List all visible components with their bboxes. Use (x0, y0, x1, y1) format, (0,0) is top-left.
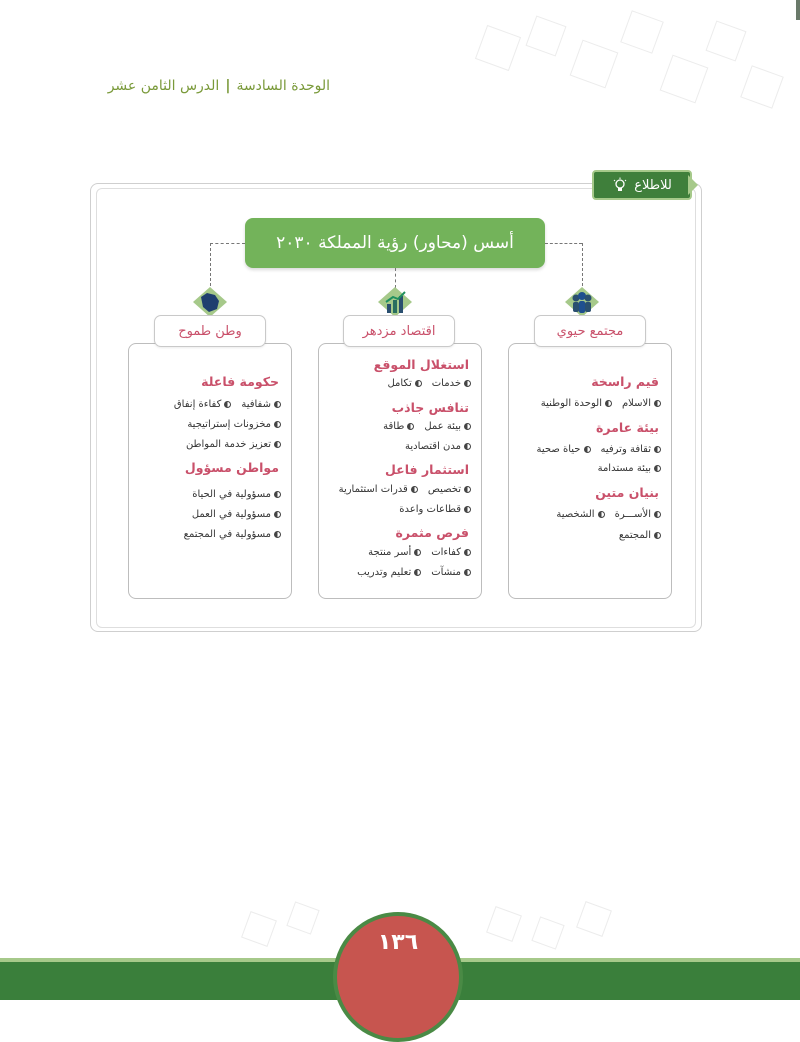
list-item (133, 399, 281, 410)
bullet-item: الاسلام (622, 398, 661, 409)
half-circle-bullet-icon (274, 441, 281, 448)
decor-square (241, 911, 277, 947)
growth-chart-icon (378, 287, 412, 317)
lesson-label: الدرس الثامن عشر (107, 78, 220, 94)
decor-square (660, 55, 709, 104)
section-title: فرص مثمرة (395, 525, 469, 540)
section-title: مواطن مسؤول (184, 460, 279, 475)
diagram-title: أسس (محاور) رؤية المملكة ٢٠٣٠ (245, 218, 545, 268)
bullet-item: مسؤولية في العمل (192, 509, 281, 520)
list-item (133, 509, 281, 520)
list-item (133, 529, 281, 540)
half-circle-bullet-icon (584, 446, 591, 453)
bullet-item: منشآت (431, 567, 471, 578)
section-title: حكومة فاعلة (201, 374, 279, 389)
half-circle-bullet-icon (274, 511, 281, 518)
decor-square (525, 15, 566, 56)
bullet-item: مخزونات إستراتيجية (187, 419, 281, 430)
decor-square (620, 10, 664, 54)
half-circle-bullet-icon (464, 549, 471, 556)
tag-label: للاطلاع (634, 177, 672, 193)
bullet-item: الشخصية (556, 509, 604, 520)
half-circle-bullet-icon (598, 511, 605, 518)
half-circle-bullet-icon (654, 446, 661, 453)
column-thriving-economy (318, 343, 482, 599)
half-circle-bullet-icon (654, 400, 661, 407)
bullet-item: تعزيز خدمة المواطن (186, 439, 281, 450)
half-circle-bullet-icon (654, 511, 661, 518)
bullet-item: كفاءات (431, 547, 471, 558)
page-header (90, 78, 330, 104)
bullet-item: بيئة عمل (424, 421, 471, 432)
bullet-item: ثقافة وترفيه (601, 444, 662, 455)
half-circle-bullet-icon (415, 380, 422, 387)
tag-arrow (688, 175, 698, 195)
list-item (323, 441, 471, 452)
bullet-item: قدرات استثمارية (339, 484, 418, 495)
connector-right-h (545, 243, 582, 244)
decor-square (570, 40, 619, 89)
decor-square (576, 901, 612, 937)
column-heading-vibrant-society: مجتمع حيوي (534, 315, 646, 347)
list-item (323, 547, 471, 558)
bullet-item: بيئة مستدامة (598, 463, 661, 474)
half-circle-bullet-icon (274, 531, 281, 538)
half-circle-bullet-icon (414, 569, 421, 576)
column-heading-ambitious-nation: وطن طموح (154, 315, 266, 347)
connector-left-v (210, 243, 211, 291)
section-title: بيئة عامرة (596, 420, 659, 435)
half-circle-bullet-icon (274, 421, 281, 428)
half-circle-bullet-icon (464, 486, 471, 493)
lightbulb-icon (612, 177, 628, 193)
decor-square (531, 916, 564, 949)
section-title: بنيان متين (595, 485, 659, 500)
half-circle-bullet-icon (224, 401, 231, 408)
decor-square (705, 20, 746, 61)
connector-left-h (210, 243, 245, 244)
half-circle-bullet-icon (605, 400, 612, 407)
bullet-item: حياة صحية (537, 444, 591, 455)
decor-square (486, 906, 522, 942)
list-item (323, 378, 471, 389)
list-item (513, 509, 661, 520)
decor-square (475, 25, 521, 71)
half-circle-bullet-icon (411, 486, 418, 493)
list-item (323, 567, 471, 578)
list-item (513, 463, 661, 474)
half-circle-bullet-icon (274, 491, 281, 498)
column-heading-thriving-economy: اقتصاد مزدهر (343, 315, 455, 347)
half-circle-bullet-icon (414, 549, 421, 556)
bullet-item: مسؤولية في المجتمع (184, 529, 281, 540)
saudi-map-icon (193, 287, 227, 317)
unit-label: الوحدة السادسة (236, 78, 330, 94)
half-circle-bullet-icon (654, 532, 661, 539)
list-item (513, 398, 661, 409)
half-circle-bullet-icon (464, 506, 471, 513)
bullet-item: شفافية (241, 399, 281, 410)
half-circle-bullet-icon (464, 443, 471, 450)
header-separator: | (225, 78, 231, 94)
column-ambitious-nation (128, 343, 292, 599)
column-vibrant-society (508, 343, 672, 599)
bullet-item: قطاعات واعدة (399, 504, 471, 515)
list-item (323, 484, 471, 495)
connector-right-v (582, 243, 583, 291)
bullet-item: الأســـرة (615, 509, 661, 520)
bullet-item: الوحدة الوطنية (541, 398, 612, 409)
half-circle-bullet-icon (274, 401, 281, 408)
half-circle-bullet-icon (464, 423, 471, 430)
half-circle-bullet-icon (464, 380, 471, 387)
corner-bar (796, 0, 800, 20)
list-item (133, 489, 281, 500)
half-circle-bullet-icon (407, 423, 414, 430)
list-item (133, 439, 281, 450)
section-title: تنافس جاذب (391, 400, 469, 415)
section-title: استغلال الموقع (373, 357, 469, 372)
connector-middle-v (395, 268, 396, 288)
list-item (513, 530, 661, 541)
bullet-item: خدمات (432, 378, 471, 389)
page-number: ١٣٦ (377, 930, 419, 955)
bullet-item: تكامل (387, 378, 421, 389)
section-title: قيم راسخة (591, 374, 659, 389)
bullet-item: تخصيص (428, 484, 471, 495)
bullet-item: كفاءة إنفاق (174, 399, 231, 410)
bullet-item: مسؤولية في الحياة (192, 489, 281, 500)
list-item (323, 504, 471, 515)
section-title: استثمار فاعل (385, 462, 469, 477)
list-item (323, 421, 471, 432)
decor-square (740, 65, 784, 109)
bullet-item: تعليم وتدريب (357, 567, 421, 578)
half-circle-bullet-icon (464, 569, 471, 576)
info-tag (592, 170, 692, 200)
bullet-item: أسر منتجة (368, 547, 421, 558)
list-item (513, 444, 661, 455)
people-icon (565, 287, 599, 317)
decor-square (286, 901, 319, 934)
list-item (133, 419, 281, 430)
bullet-item: المجتمع (619, 530, 661, 541)
bullet-item: مدن اقتصادية (405, 441, 471, 452)
bullet-item: طاقة (383, 421, 414, 432)
half-circle-bullet-icon (654, 465, 661, 472)
